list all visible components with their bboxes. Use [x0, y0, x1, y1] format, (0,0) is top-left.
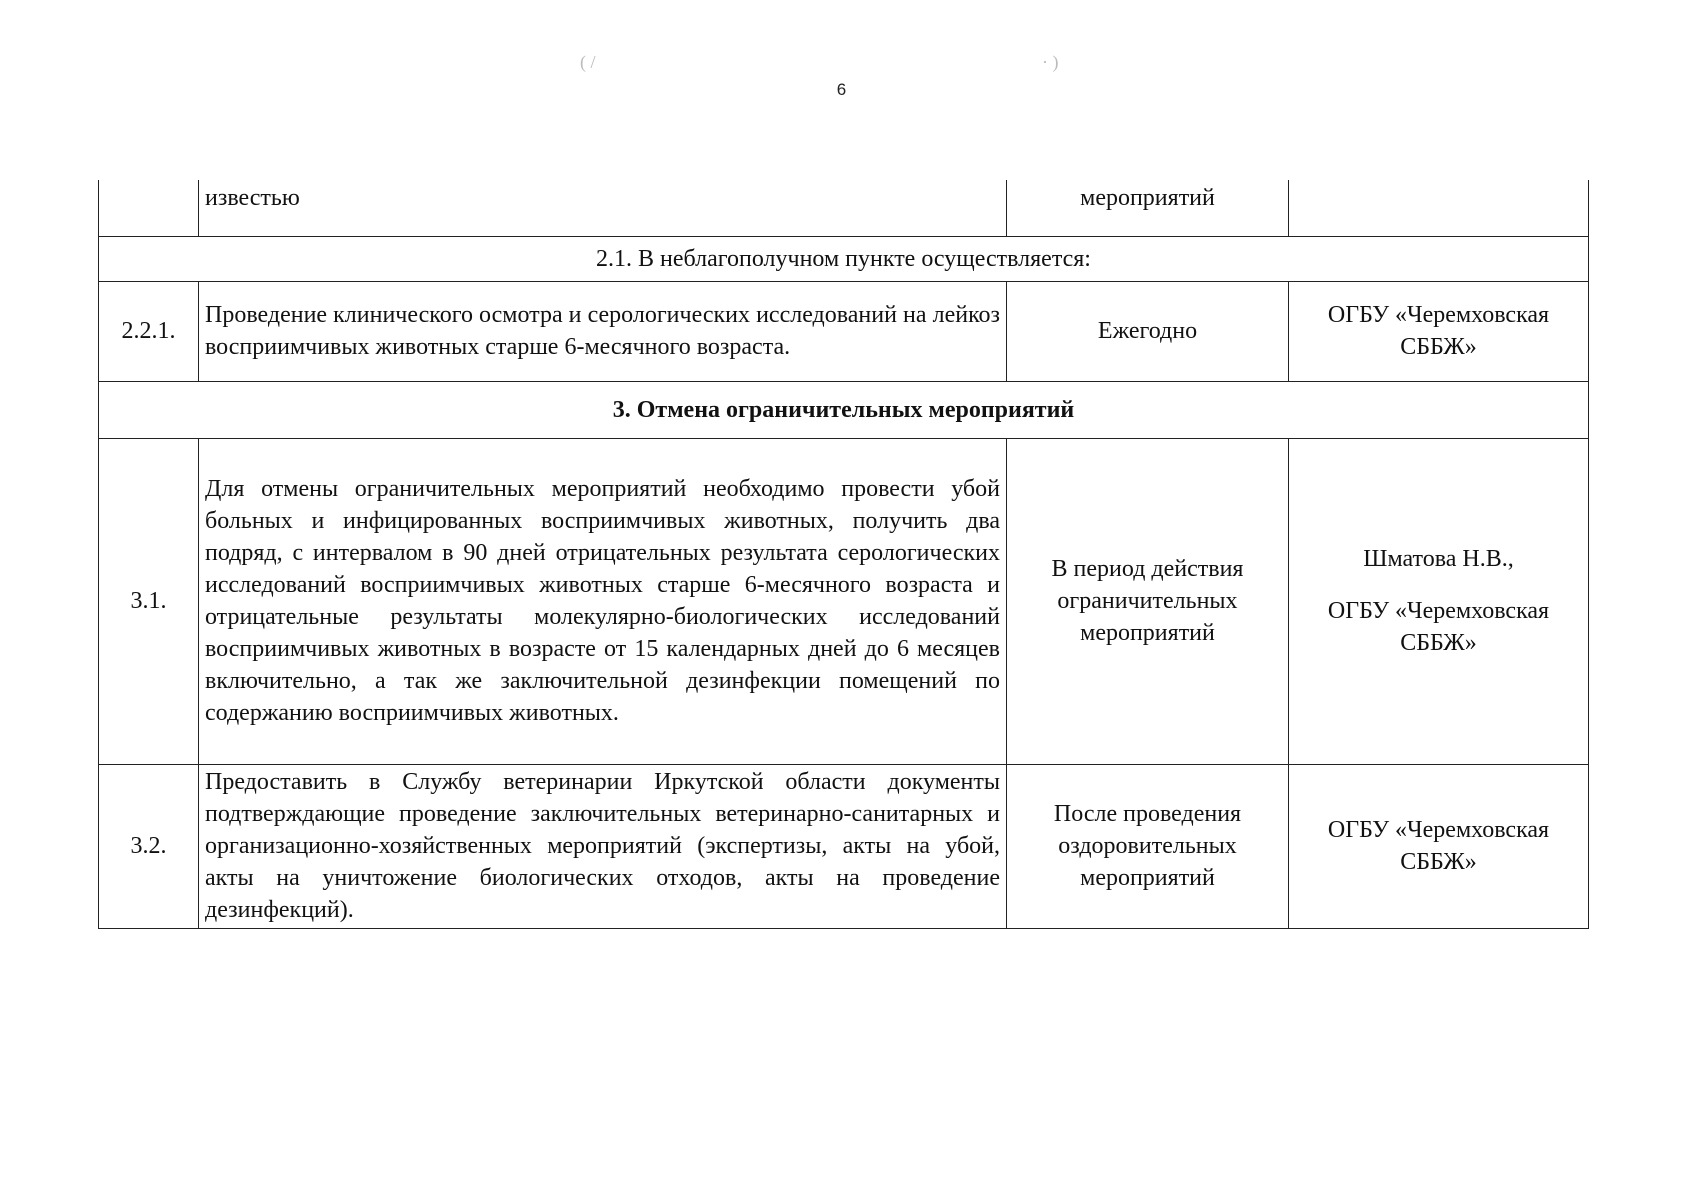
row-number-cell: 3.1. — [99, 438, 199, 764]
table-row-2-2-1 — [99, 281, 1589, 381]
table-row-continuation — [99, 180, 1589, 236]
executor-cell: ОГБУ «Черемховская СББЖ» — [1289, 764, 1589, 928]
term-cell: После проведения оздоровительных мероприятий — [1007, 764, 1289, 928]
scan-artifact-left: ( / — [580, 52, 596, 72]
executor-organization: ОГБУ «Черемховская СББЖ» — [1327, 598, 1550, 656]
term-cell: Ежегодно — [1007, 281, 1289, 381]
section-row-2-1 — [99, 236, 1589, 281]
executor-spacer — [1295, 575, 1582, 595]
measures-table — [98, 180, 1589, 929]
executor-person: Шматова Н.В., — [1363, 546, 1514, 572]
executor-cell — [1289, 180, 1589, 236]
table-row-3-2 — [99, 764, 1589, 928]
term-cell: мероприятий — [1007, 180, 1289, 236]
section-heading: 2.1. В неблагополучном пункте осуществляется: — [99, 236, 1589, 281]
table-row-3-1 — [99, 438, 1589, 764]
section-row-3 — [99, 381, 1589, 438]
measure-text-cell: Предоставить в Службу ветеринарии Иркутской области документы подтверждающие проведение заключительных ветеринарно-санитарных и организационно-хозяйственных мероприятий (экспертизы, акты на убой, акты на уничтожение биологических отходов, акты на проведение дезинфекций). — [199, 764, 1007, 928]
measure-text-cell: Проведение клинического осмотра и серологических исследований на лейкоз восприимчивых животных старше 6-месячного возраста. — [199, 281, 1007, 381]
row-number-cell — [99, 180, 199, 236]
page-number: 6 — [836, 80, 847, 99]
measure-text-cell: известью — [199, 180, 1007, 236]
row-number-cell: 3.2. — [99, 764, 199, 928]
section-heading: 3. Отмена ограничительных мероприятий — [99, 381, 1589, 438]
executor-cell — [1289, 438, 1589, 764]
scan-artifact-right: · ) — [1042, 52, 1059, 72]
executor-cell: ОГБУ «Черемховская СББЖ» — [1289, 281, 1589, 381]
row-number-cell: 2.2.1. — [99, 281, 199, 381]
term-cell: В период действия ограничительных мероприятий — [1007, 438, 1289, 764]
measure-text-cell: Для отмены ограничительных мероприятий необходимо провести убой больных и инфицированных восприимчивых животных, получить два подряд, с интервалом в 90 дней отрицательных результата серологических исследований восприимчивых животных старше 6-месячного возраста и отрицательные результаты молекулярно-биологических исследований восприимчивых животных в возрасте от 15 календарных дней до 6 месяцев включительно, а так же заключительной дезинфекции помещений по содержанию восприимчивых животных. — [199, 438, 1007, 764]
